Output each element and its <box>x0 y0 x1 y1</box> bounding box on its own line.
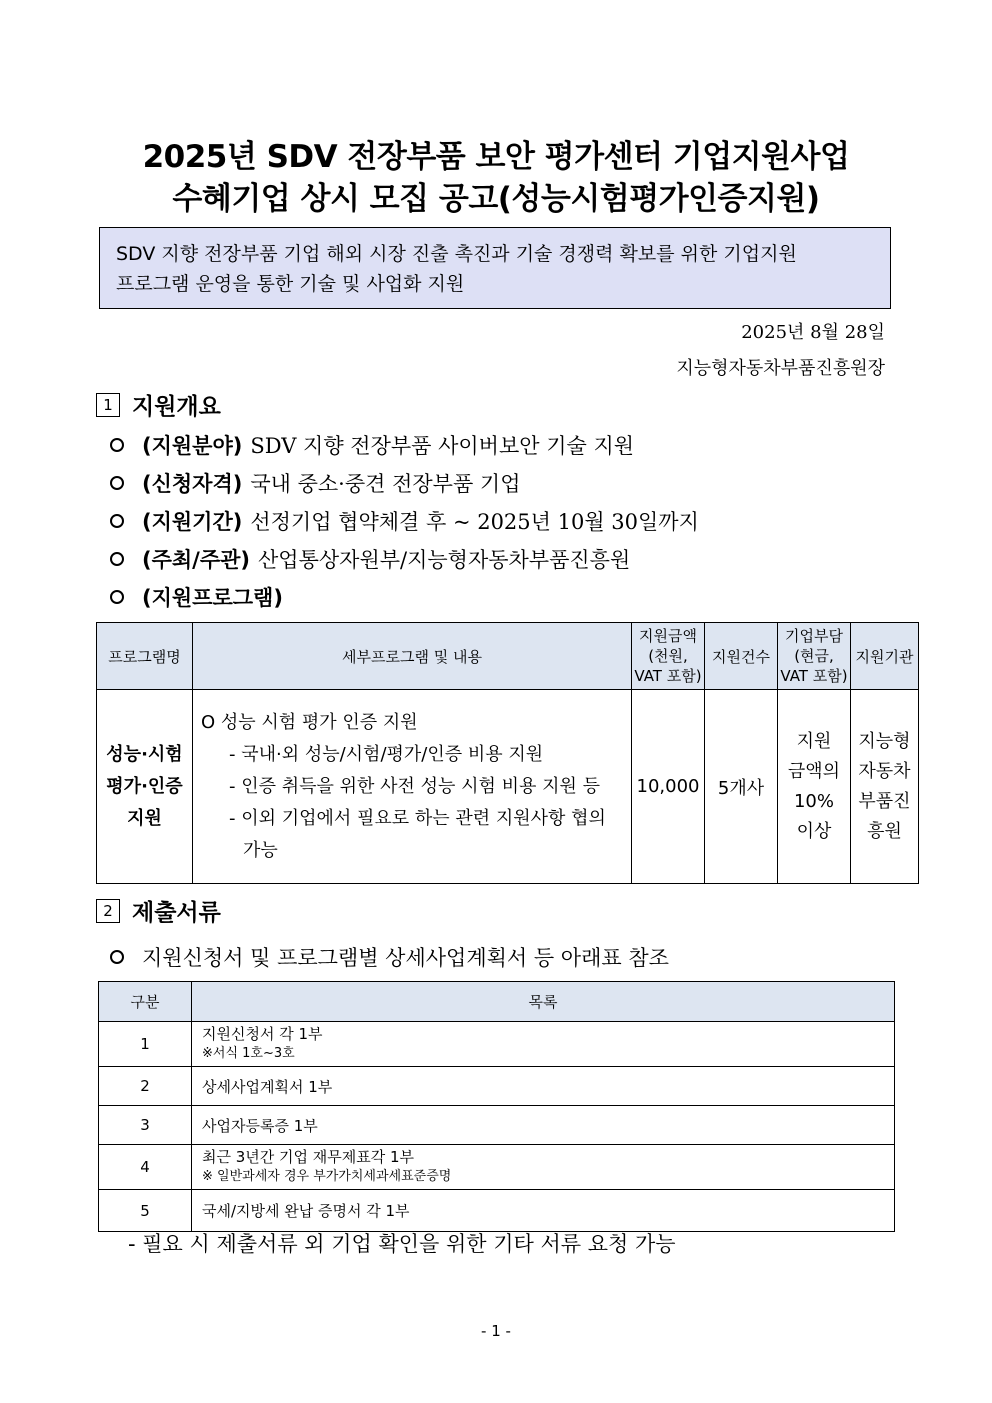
header-program-name: 프로그램명 <box>97 623 193 690</box>
doc-item: 지원신청서 각 1부 ※서식 1호~3호 <box>192 1022 895 1067</box>
section-heading-2 <box>96 894 221 927</box>
overview-value: 선정기업 협약체결 후 ~ 2025년 10월 30일까지 <box>250 510 699 534</box>
title-line-2: 수혜기업 상시 모집 공고(성능시험평가인증지원) <box>172 181 820 217</box>
amount-cell: 10,000 <box>632 690 705 884</box>
table-row <box>99 1190 895 1232</box>
documents-table <box>98 981 895 1232</box>
overview-label: (지원기간) <box>142 510 243 534</box>
table-header-row <box>97 623 919 690</box>
burden-cell: 지원 금액의 10% 이상 <box>778 690 851 884</box>
count-cell: 5개사 <box>705 690 778 884</box>
circle-bullet-icon <box>110 438 124 452</box>
note-text: - 필요 시 제출서류 외 기업 확인을 위한 기타 서류 요청 가능 <box>128 1232 676 1256</box>
table-row <box>99 1145 895 1190</box>
section-heading-1 <box>96 388 221 421</box>
program-table <box>96 622 919 884</box>
program-name-cell: 성능·시험 평가·인증 지원 <box>97 690 193 884</box>
overview-label: (지원프로그램) <box>142 586 283 610</box>
docs-bullet <box>110 942 669 972</box>
header-detail: 세부프로그램 및 내용 <box>193 623 632 690</box>
overview-item <box>110 582 291 612</box>
overview-label: (신청자격) <box>142 472 243 496</box>
summary-line-2: 프로그램 운영을 통한 기술 및 사업화 지원 <box>116 273 465 295</box>
section-number-2: 2 <box>96 899 120 923</box>
section-number-1: 1 <box>96 393 120 417</box>
circle-bullet-icon <box>110 950 124 964</box>
header-list: 목록 <box>192 982 895 1022</box>
overview-label: (지원분야) <box>142 434 243 458</box>
announcement-date: 2025년 8월 28일 <box>741 322 885 343</box>
doc-no: 3 <box>99 1106 192 1145</box>
overview-value: 국내 중소·중견 전장부품 기업 <box>250 472 521 496</box>
header-count: 지원건수 <box>705 623 778 690</box>
header-burden: 기업부담 (현금, VAT 포함) <box>778 623 851 690</box>
table-row <box>99 1067 895 1106</box>
table-row <box>99 1106 895 1145</box>
summary-line-1: SDV 지향 전장부품 기업 해외 시장 진출 촉진과 기술 경쟁력 확보를 위한 기업지원 <box>116 243 797 265</box>
table-row <box>97 690 919 884</box>
summary-box <box>99 227 891 309</box>
table-row <box>99 1022 895 1067</box>
title-line-1: 2025년 SDV 전장부품 보안 평가센터 기업지원사업 <box>142 139 850 175</box>
section-title-1: 지원개요 <box>132 394 221 420</box>
overview-item <box>110 468 520 498</box>
doc-no: 4 <box>99 1145 192 1190</box>
header-no: 구분 <box>99 982 192 1022</box>
doc-no: 5 <box>99 1190 192 1232</box>
doc-item: 사업자등록증 1부 <box>192 1106 895 1145</box>
overview-item <box>110 506 699 536</box>
circle-bullet-icon <box>110 590 124 604</box>
circle-bullet-icon <box>110 476 124 490</box>
circle-bullet-icon <box>110 552 124 566</box>
doc-item: 최근 3년간 기업 재무제표각 1부 ※ 일반과세자 경우 부가가치세과세표준증명 <box>192 1145 895 1190</box>
section-title-2: 제출서류 <box>132 900 221 926</box>
doc-no: 1 <box>99 1022 192 1067</box>
header-amount: 지원금액 (천원, VAT 포함) <box>632 623 705 690</box>
header-agency: 지원기관 <box>851 623 919 690</box>
doc-item: 상세사업계획서 1부 <box>192 1067 895 1106</box>
doc-item: 국세/지방세 완납 증명서 각 1부 <box>192 1190 895 1232</box>
program-detail-cell: O 성능 시험 평가 인증 지원 - 국내·외 성능/시험/평가/인증 비용 지원 - 인증 취득을 위한 사전 성능 시험 비용 지원 등 - 이외 기업에서 필요로 하는 관련 지원사항 협의 가능 <box>193 690 632 884</box>
doc-no: 2 <box>99 1067 192 1106</box>
overview-value: 산업통상자원부/지능형자동차부품진흥원 <box>258 548 631 572</box>
table-header-row <box>99 982 895 1022</box>
circle-bullet-icon <box>110 514 124 528</box>
overview-value: SDV 지향 전장부품 사이버보안 기술 지원 <box>250 434 635 458</box>
page-number: - 1 - <box>481 1322 511 1340</box>
overview-label: (주최/주관) <box>142 548 251 572</box>
issuer: 지능형자동차부품진흥원장 <box>676 358 885 379</box>
overview-item <box>110 430 634 460</box>
agency-cell: 지능형 자동차 부품진 흥원 <box>851 690 919 884</box>
overview-item <box>110 544 630 574</box>
docs-bullet-text: 지원신청서 및 프로그램별 상세사업계획서 등 아래표 참조 <box>142 946 669 970</box>
